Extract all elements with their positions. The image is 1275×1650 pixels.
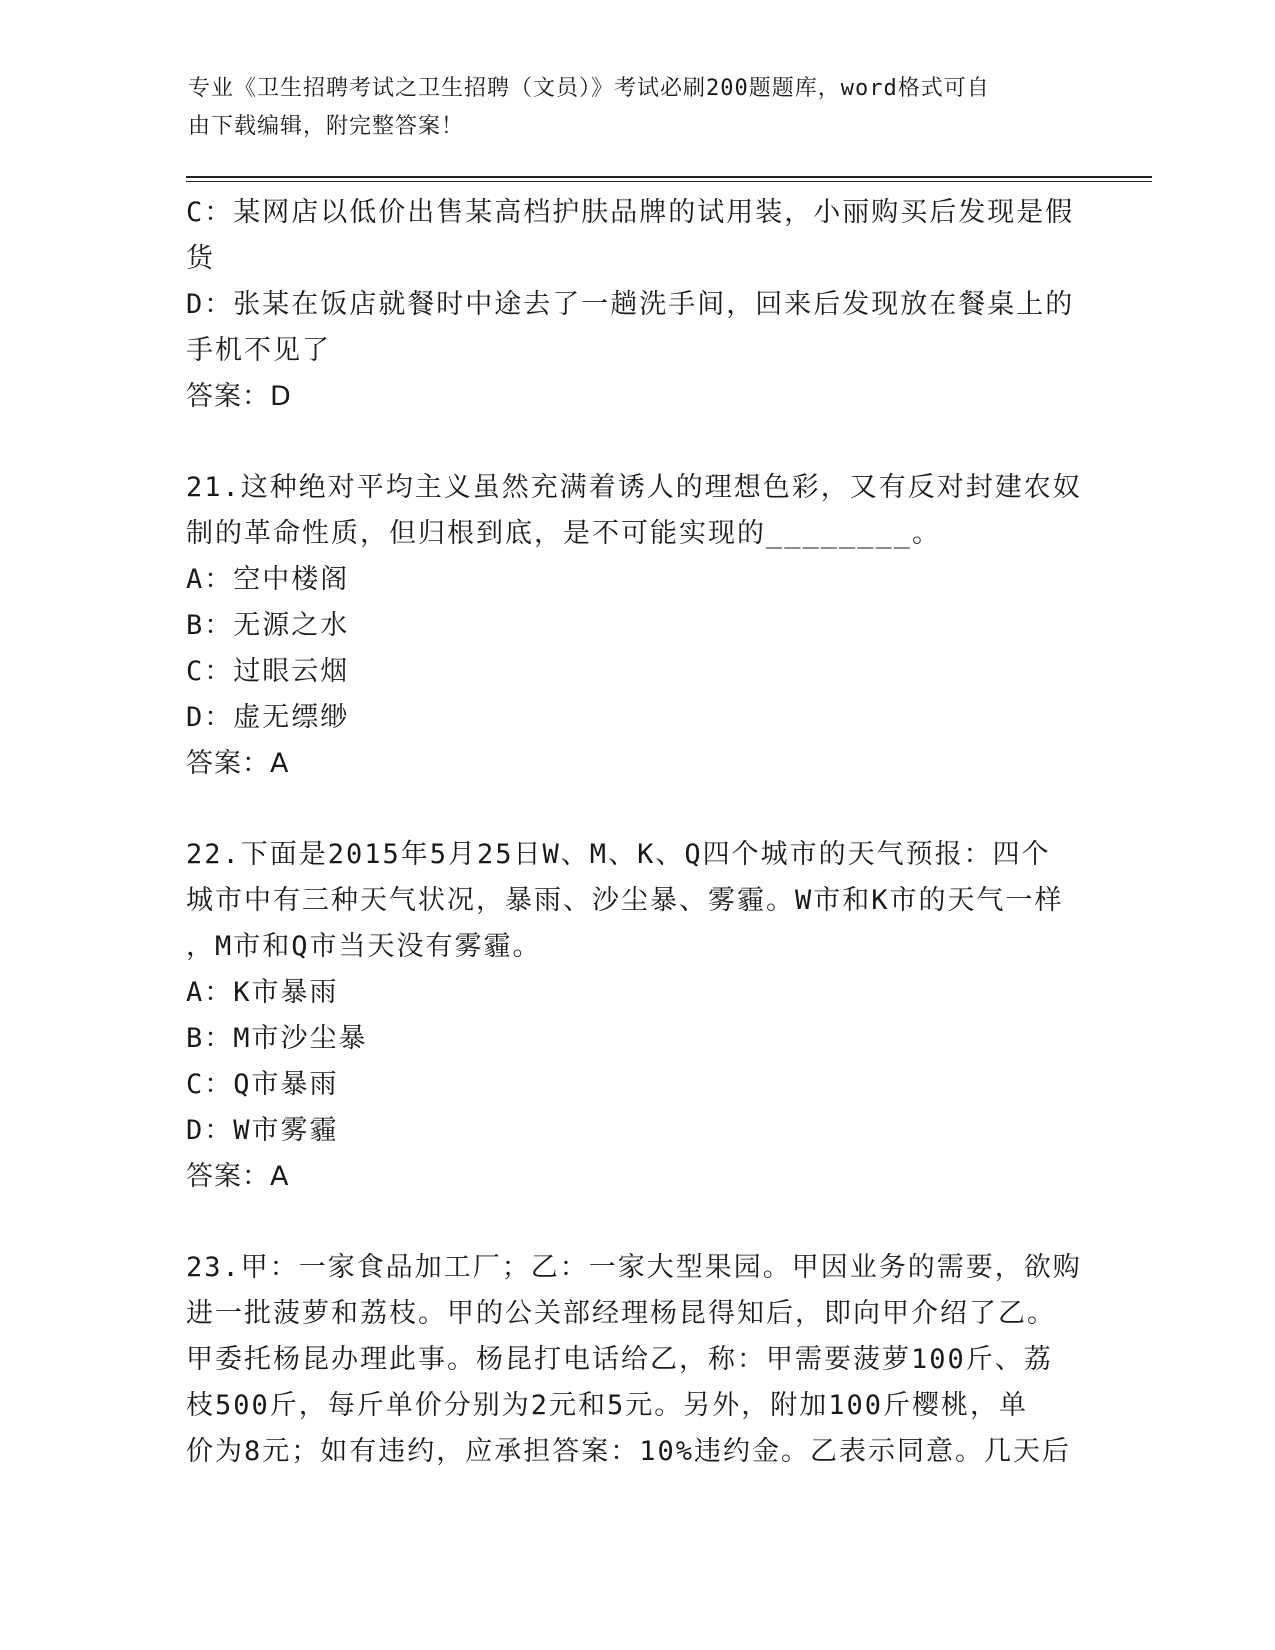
question-stem-line-3: ，M市和Q市当天没有雾霾。	[186, 931, 542, 962]
option-b: B：无源之水	[186, 610, 350, 641]
question-stem-line-2: 进一批菠萝和荔枝。甲的公关部经理杨昆得知后，即向甲介绍了乙。	[186, 1298, 1056, 1329]
document-header	[188, 70, 1068, 146]
spacer	[186, 1200, 1086, 1245]
question-stem-line-4: 枝500斤，每斤单价分别为2元和5元。另外，附加100斤樱桃，单	[186, 1390, 1029, 1421]
answer-line: 答案：D	[186, 381, 292, 412]
option-d-line-2: 手机不见了	[186, 335, 331, 366]
answer-line: 答案：A	[186, 1161, 290, 1192]
option-b: B：M市沙尘暴	[186, 1023, 368, 1054]
option-a: A：K市暴雨	[186, 977, 339, 1008]
question-stem-line-2: 城市中有三种天气状况，暴雨、沙尘暴、雾霾。W市和K市的天气一样	[186, 885, 1064, 916]
header-title-line-2: 由下载编辑，附完整答案！	[188, 114, 465, 139]
header-title-line-1: 专业《卫生招聘考试之卫生招聘（文员）》考试必刷200题题库，word格式可自	[188, 76, 990, 101]
question-stem-line-2: 制的革命性质，但归根到底，是不可能实现的________。	[186, 518, 942, 549]
question-22-block	[186, 832, 1086, 1200]
question-23-block	[186, 1245, 1086, 1475]
header-rule-thick	[186, 176, 1152, 178]
option-d: D：W市雾霾	[186, 1115, 339, 1146]
option-d: D：虚无缥缈	[186, 702, 350, 733]
question-stem-line-1: 22.下面是2015年5月25日W、M、K、Q四个城市的天气预报：四个	[186, 839, 1051, 870]
answer-line: 答案：A	[186, 748, 290, 779]
option-d-line-1: D：张某在饭店就餐时中途去了一趟洗手间，回来后发现放在餐桌上的	[186, 289, 1075, 320]
question-stem-line-1: 23.甲：一家食品加工厂；乙：一家大型果园。甲因业务的需要，欲购	[186, 1252, 1082, 1283]
spacer	[186, 420, 1086, 465]
option-c: C：过眼云烟	[186, 656, 350, 687]
prev-question-block	[186, 190, 1086, 420]
option-c-line-1: C：某网店以低价出售某高档护肤品牌的试用装，小丽购买后发现是假	[186, 197, 1075, 228]
question-stem-line-1: 21.这种绝对平均主义虽然充满着诱人的理想色彩，又有反对封建农奴	[186, 472, 1082, 503]
option-a: A：空中楼阁	[186, 564, 350, 595]
question-stem-line-5: 价为8元；如有违约，应承担答案：10%违约金。乙表示同意。几天后	[186, 1436, 1072, 1467]
option-c-line-2: 货	[186, 243, 215, 274]
option-c: C：Q市暴雨	[186, 1069, 339, 1100]
question-stem-line-3: 甲委托杨昆办理此事。杨昆打电话给乙，称：甲需要菠萝100斤、荔	[186, 1344, 1053, 1375]
document-body	[186, 190, 1086, 1475]
header-rule-thin	[186, 181, 1152, 182]
question-21-block	[186, 465, 1086, 787]
spacer	[186, 787, 1086, 832]
